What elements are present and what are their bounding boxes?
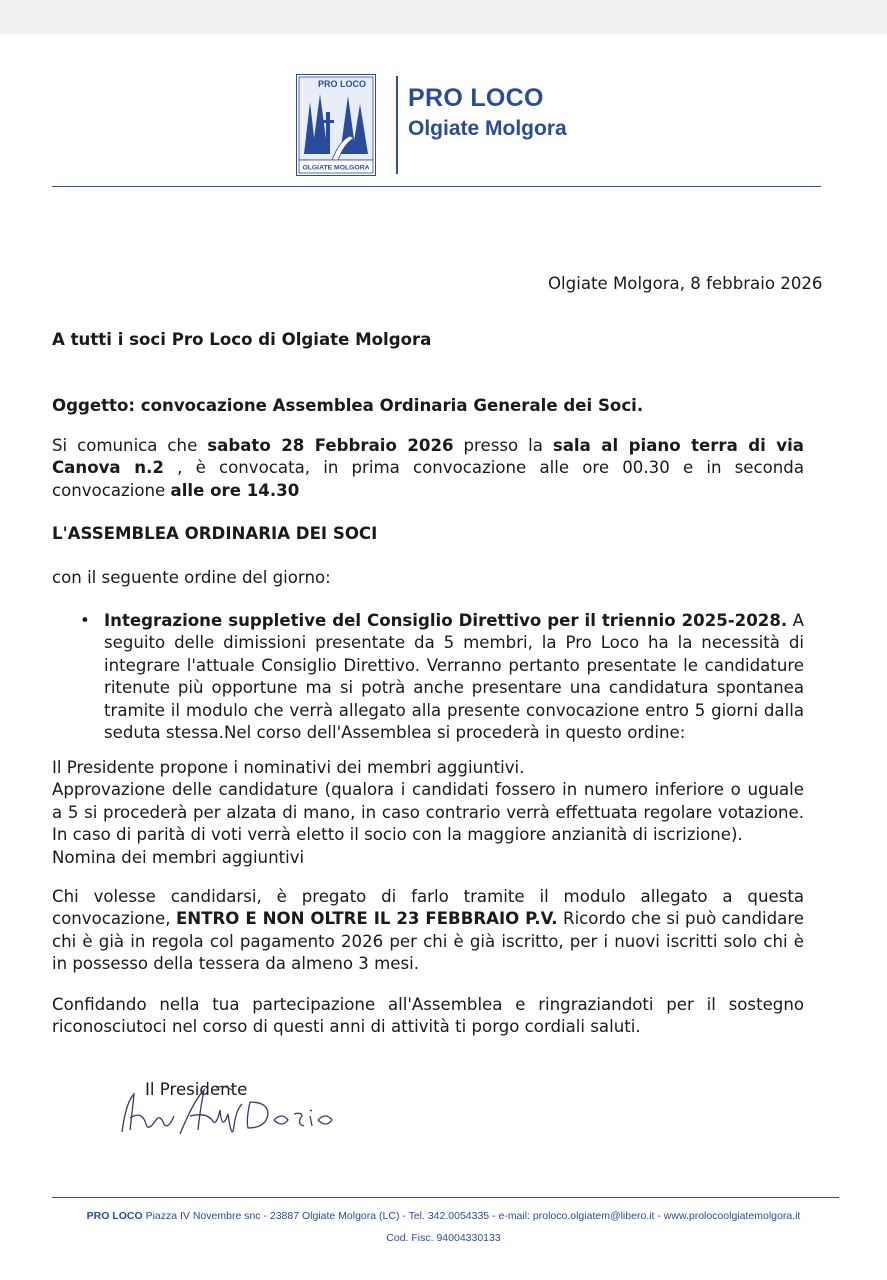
pro-loco-logo xyxy=(296,74,376,176)
signature-image xyxy=(116,1080,356,1146)
procedure-step: Approvazione delle candidature (qualora i candidati fossero in numero inferiore o uguale a 5 si procederà per alzata di mano, in caso contrario verrà effettuata regolare votazione. In caso di parità di voti verrà eletto il socio con la maggiore anzianità di iscrizione). xyxy=(52,780,804,845)
letter-date: Olgiate Molgora, 8 febbraio 2026 xyxy=(548,274,823,293)
logo-bottom-text: OLGIATE MOLGORA xyxy=(302,164,370,172)
footer-rule xyxy=(52,1197,839,1198)
top-margin-strip xyxy=(0,0,887,34)
org-place: Olgiate Molgora xyxy=(408,117,567,140)
signature-title: Il Presidente xyxy=(145,1080,248,1099)
candidacy-paragraph: Chi volesse candidarsi, è pregato di farlo tramite il modulo allegato a questa convocazione, ENTRO E NON OLTRE IL 23 FEBBRAIO P.V. Ricordo che si può candidare chi è già in regola col pagamento 2026 per chi è già iscritto, per i nuovi iscritti solo chi è in possesso della tessera da almeno 3 mesi. xyxy=(52,887,804,974)
footer-tax-code: Cod. Fisc. 94004330133 xyxy=(386,1232,501,1244)
closing-paragraph: Confidando nella tua partecipazione all'Assemblea e ringraziandoti per il sostegno riconosciutoci nel corso di questi anni di attività ti porgo cordiali saluti. xyxy=(52,995,804,1037)
org-name: PRO LOCO xyxy=(408,84,544,112)
footer-address: PRO LOCO Piazza IV Novembre snc - 23887 Olgiate Molgora (LC) - Tel. 342.0054335 - e-mail: proloco.olgiatem@libero.it - www.prolocoolgiatemolgora.it xyxy=(86,1210,801,1222)
procedure-step: Il Presidente propone i nominativi dei membri aggiuntivi. xyxy=(52,758,525,777)
letter-subject: Oggetto: convocazione Assemblea Ordinaria Generale dei Soci. xyxy=(52,396,644,415)
header-rule xyxy=(52,186,821,187)
agenda-item: Integrazione suppletive del Consiglio Direttivo per il triennio 2025-2028. A seguito delle dimissioni presentate da 5 membri, la Pro Loco ha la necessità di integrare l'attuale Consiglio Direttivo. Verranno pertanto presentate le candidature ritenute più opportune ma si potrà anche presentare una candidatura spontanea tramite il modulo che verrà allegato alla presente convocazione entro 5 giorni dalla seduta stessa.Nel corso dell'Assemblea si procederà in questo ordine: xyxy=(104,611,804,743)
agenda-intro: con il seguente ordine del giorno: xyxy=(52,568,331,587)
procedure-steps xyxy=(52,757,804,869)
intro-paragraph: Si comunica che sabato 28 Febbraio 2026 presso la sala al piano terra di via Canova n.2 , è convocata, in prima convocazione alle ore 00.30 e in seconda convocazione alle ore 14.30 xyxy=(52,436,805,500)
bullet-icon: • xyxy=(80,611,90,630)
letter-recipient: A tutti i soci Pro Loco di Olgiate Molgora xyxy=(52,330,432,349)
logo-top-text: PRO LOCO xyxy=(318,79,367,89)
procedure-step: Nomina dei membri aggiuntivi xyxy=(52,847,305,867)
header-divider xyxy=(396,76,398,174)
assembly-heading: L'ASSEMBLEA ORDINARIA DEI SOCI xyxy=(52,524,378,543)
